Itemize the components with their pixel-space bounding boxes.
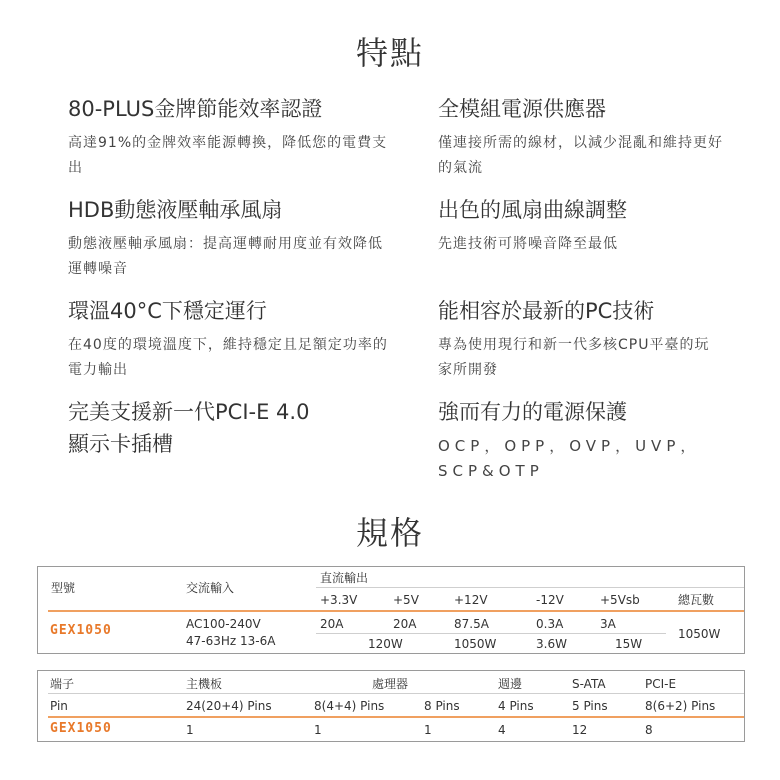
feature-desc: 顯示卡插槽	[68, 432, 173, 456]
ac-value: 47-63Hz 13-6A	[186, 634, 276, 648]
rail-header: +5V	[393, 593, 419, 607]
watt-value: 3.6W	[536, 637, 567, 651]
connector-header: PCI-E	[645, 677, 677, 691]
connector-header: 處理器	[372, 677, 409, 691]
feature-title: 強而有力的電源保護	[438, 400, 627, 424]
connector-header: 週邊	[498, 677, 523, 691]
amp-value: 20A	[393, 617, 417, 631]
amp-value: 0.3A	[536, 617, 564, 631]
dc-output-header: 直流輸出	[320, 571, 369, 585]
divider	[316, 633, 666, 634]
rail-header: +3.3V	[320, 593, 358, 607]
feature-item	[438, 94, 768, 181]
amp-value: 3A	[600, 617, 616, 631]
spec-table-power	[37, 566, 745, 654]
feature-item	[438, 296, 768, 383]
feature-desc: 高達91%的金牌效率能源轉換，降低您的電費支出	[68, 135, 388, 176]
brand-label: GEX1050	[50, 623, 112, 638]
connector-header: 端子	[50, 677, 75, 691]
watt-value: 120W	[368, 637, 403, 651]
model-header: 型號	[51, 581, 76, 595]
divider	[48, 693, 744, 694]
specs-title: 規格	[355, 514, 424, 552]
feature-title: 出色的風扇曲線調整	[438, 198, 627, 222]
feature-title: 完美支援新一代PCI-E 4.0	[68, 400, 310, 424]
feature-item	[68, 397, 398, 459]
features-title: 特點	[355, 34, 424, 72]
watt-value: 15W	[615, 637, 643, 651]
feature-desc: 僅連接所需的線材，以減少混亂和維持更好的氣流	[438, 135, 723, 176]
pin-label: Pin	[50, 699, 68, 713]
ac-value: AC100-240V	[186, 617, 261, 631]
amp-value: 20A	[320, 617, 344, 631]
rail-header: +5Vsb	[600, 593, 640, 607]
total-value: 1050W	[678, 627, 721, 641]
count-value: 1	[314, 723, 322, 737]
watt-value: 1050W	[454, 637, 497, 651]
feature-desc: 專為使用現行和新一代多核CPU平臺的玩家所開發	[438, 337, 710, 378]
count-value: 12	[572, 723, 588, 737]
total-header: 總瓦數	[678, 593, 715, 607]
pin-value: 8(4+4) Pins	[314, 699, 385, 713]
feature-desc: 先進技術可將噪音降至最低	[438, 236, 618, 252]
count-value: 4	[498, 723, 506, 737]
pin-value: 5 Pins	[572, 699, 608, 713]
feature-item	[68, 195, 398, 282]
pin-value: 8 Pins	[424, 699, 460, 713]
feature-item	[68, 94, 398, 181]
feature-title: 環溫40°C下穩定運行	[68, 299, 267, 323]
connector-header: S-ATA	[572, 677, 606, 691]
feature-item	[68, 296, 398, 383]
divider	[48, 610, 744, 612]
ac-input-header: 交流輸入	[186, 581, 235, 595]
rail-header: -12V	[536, 593, 564, 607]
feature-title: 全模組電源供應器	[438, 97, 606, 121]
rail-header: +12V	[454, 593, 488, 607]
feature-item	[438, 195, 768, 257]
feature-desc: OCP，OPP，OVP，UVP，SCP&OTP	[438, 437, 701, 480]
count-value: 1	[424, 723, 432, 737]
feature-desc: 動態液壓軸承風扇：提高運轉耐用度並有效降低運轉噪音	[68, 236, 383, 277]
feature-title: 80-PLUS金牌節能效率認證	[68, 97, 323, 121]
divider	[48, 716, 744, 718]
amp-value: 87.5A	[454, 617, 489, 631]
pin-value: 4 Pins	[498, 699, 534, 713]
count-value: 1	[186, 723, 194, 737]
feature-title: 能相容於最新的PC技術	[438, 299, 655, 323]
pin-value: 8(6+2) Pins	[645, 699, 716, 713]
feature-desc: 在40度的環境溫度下，維持穩定且足額定功率的電力輸出	[68, 337, 388, 378]
connector-header: 主機板	[186, 677, 223, 691]
brand-label: GEX1050	[50, 721, 112, 736]
divider	[316, 587, 744, 588]
count-value: 8	[645, 723, 653, 737]
feature-item	[438, 397, 768, 484]
pin-value: 24(20+4) Pins	[186, 699, 272, 713]
spec-table-connectors	[37, 670, 745, 742]
feature-title: HDB動態液壓軸承風扇	[68, 198, 283, 222]
